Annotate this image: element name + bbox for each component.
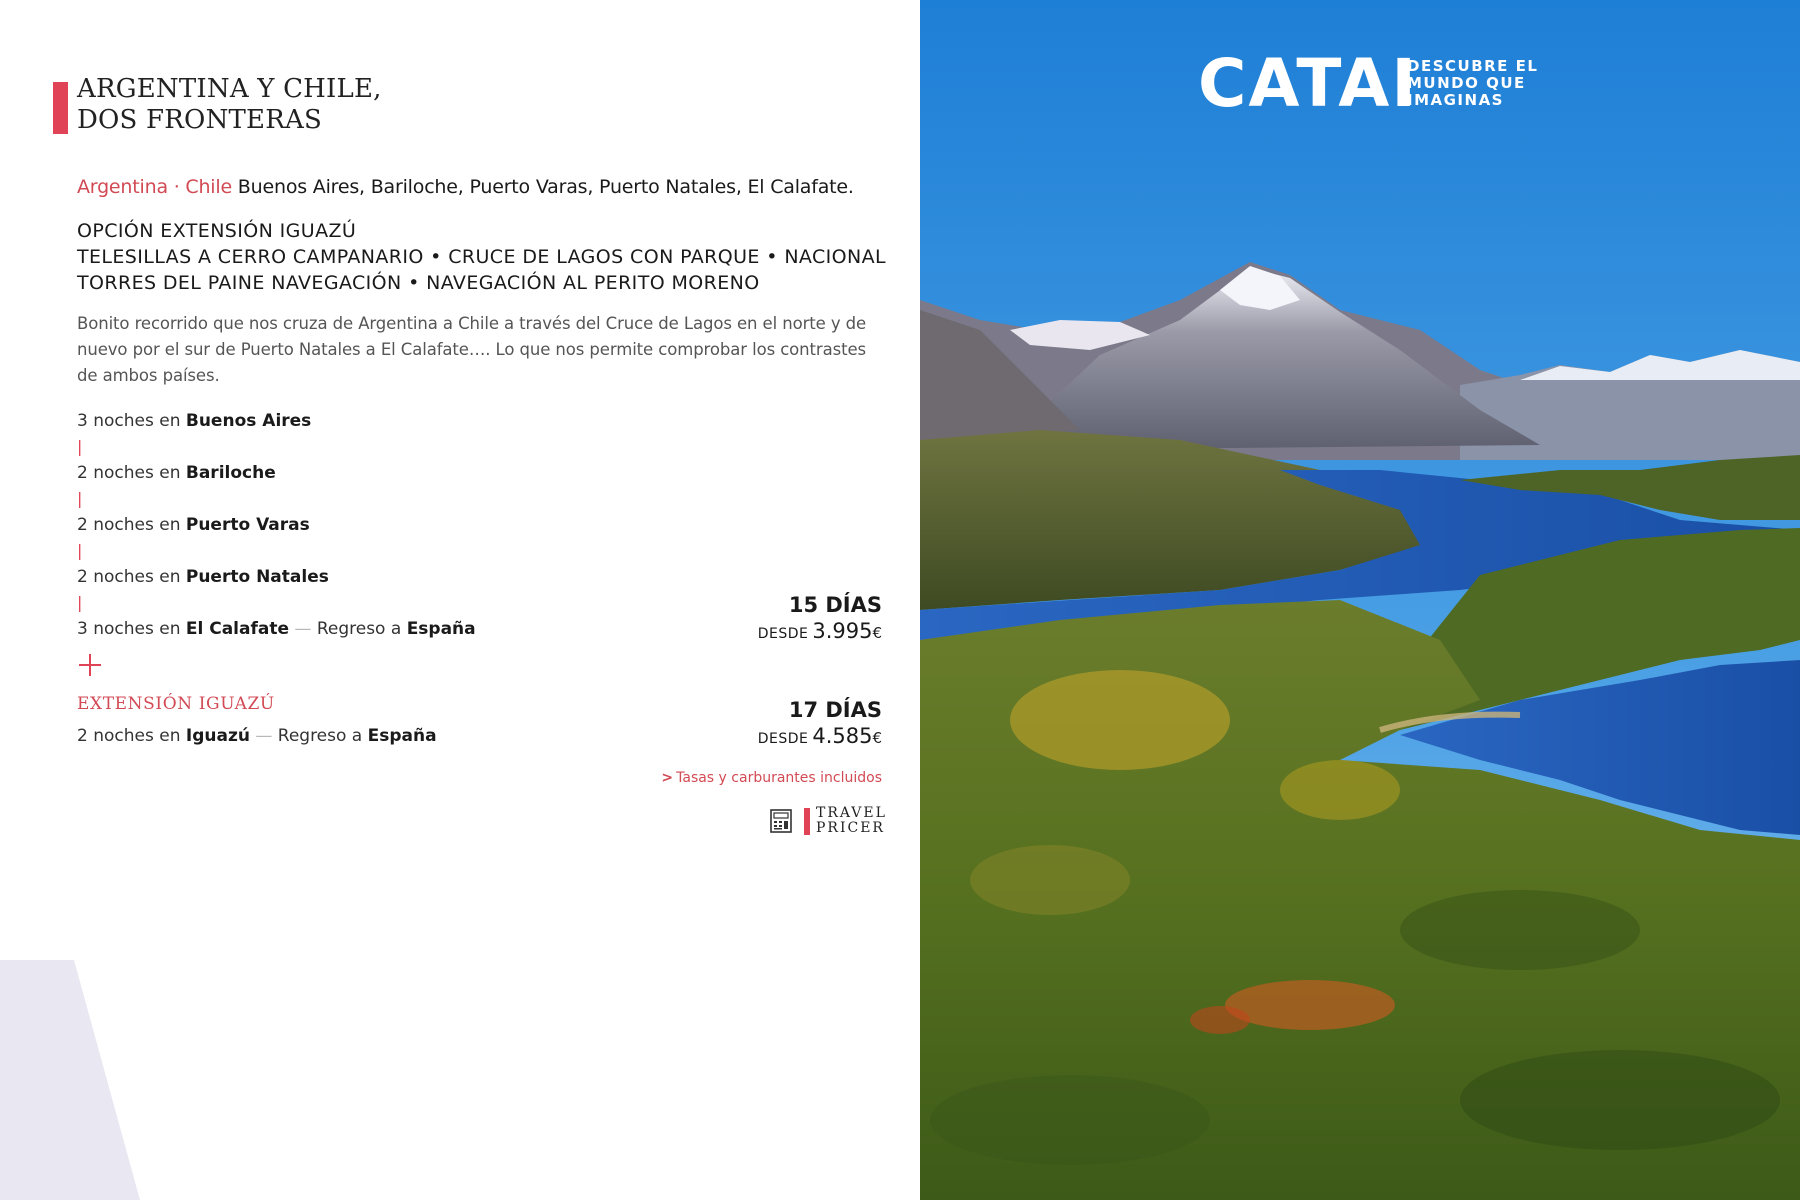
stop-place: Bariloche: [185, 463, 276, 483]
price-days: 15 DÍAS: [788, 593, 882, 617]
tour-title: [77, 74, 577, 136]
countries-label: Argentina · Chile: [77, 176, 232, 198]
price-from: [700, 723, 882, 752]
route-summary: [77, 176, 854, 198]
return-text: Regreso a: [316, 619, 407, 639]
cities-list: Buenos Aires, Bariloche, Puerto Varas, Puerto Natales, El Calafate.: [231, 176, 854, 198]
price-days: 17 DÍAS: [788, 698, 882, 722]
logo-wordmark: CATAI: [1198, 45, 1418, 122]
stop-place: Buenos Aires: [185, 411, 312, 431]
logo-tagline: [1407, 58, 1538, 109]
stop-nights: 3 noches en: [77, 619, 186, 639]
return-dash: —: [289, 619, 317, 639]
tour-title-line: DOS FRONTERAS: [77, 105, 323, 135]
stop-nights: 2 noches en: [77, 515, 186, 535]
itinerary-stop: [77, 460, 637, 486]
tagline-line: IMAGINAS: [1407, 91, 1504, 109]
stop-nights: 2 noches en: [77, 463, 186, 483]
price-currency: €: [872, 729, 882, 747]
itinerary-stop: [77, 564, 637, 590]
patagonia-landscape: [920, 0, 1800, 1200]
highlight-line: OPCIÓN EXTENSIÓN IGUAZÚ: [77, 220, 357, 242]
description-line: de ambos países.: [77, 366, 220, 385]
itinerary-stop: [77, 512, 637, 538]
stop-place: Puerto Varas: [185, 515, 310, 535]
stop-nights: 3 noches en: [77, 411, 186, 431]
itinerary-stop: [77, 408, 637, 434]
return-place: España: [367, 726, 437, 746]
return-text: Regreso a: [277, 726, 368, 746]
price-amount: 4.585: [812, 724, 873, 748]
tour-title-line: ARGENTINA Y CHILE,: [77, 74, 382, 104]
itinerary-separator: |: [77, 437, 83, 456]
travel-pricer-badge[interactable]: [768, 805, 887, 836]
landscape-photo: [920, 0, 1800, 1200]
pricer-line: TRAVEL: [816, 805, 887, 821]
price-from-label: DESDE: [757, 731, 809, 747]
price-from: [700, 618, 882, 647]
title-accent-bar: [53, 82, 68, 134]
tagline-line: DESCUBRE EL: [1407, 57, 1539, 75]
tour-highlights: [77, 218, 892, 296]
highlight-line: TELESILLAS A CERRO CAMPANARIO • CRUCE DE LAGOS CON PARQUE • NACIONAL: [77, 246, 887, 268]
price-currency: €: [872, 624, 882, 642]
calculator-icon: [770, 809, 792, 833]
price-amount: 3.995: [812, 619, 873, 643]
tour-description: [77, 311, 882, 389]
stop-place: Iguazú: [185, 726, 250, 746]
highlight-line: TORRES DEL PAINE NAVEGACIÓN • NAVEGACIÓN AL PERITO MORENO: [77, 272, 760, 294]
stop-place: Puerto Natales: [185, 567, 329, 587]
extension-stop: [77, 723, 437, 749]
chevron-right-icon: >: [661, 770, 674, 786]
tagline-line: MUNDO QUE: [1407, 74, 1526, 92]
pricer-line: PRICER: [816, 820, 885, 836]
return-place: España: [406, 619, 476, 639]
plus-icon: [77, 652, 103, 678]
itinerary-stop: [77, 616, 637, 642]
itinerary: [77, 408, 637, 642]
stop-nights: 2 noches en: [77, 567, 186, 587]
description-line: nuevo por el sur de Puerto Natales a El Calafate…. Lo que nos permite comprobar los contrastes: [77, 340, 867, 359]
stop-nights: 2 noches en: [77, 726, 186, 746]
stop-place: El Calafate: [185, 619, 290, 639]
taxes-link[interactable]: [600, 770, 882, 786]
price-block-17: [700, 697, 882, 752]
taxes-text: Tasas y carburantes incluidos: [676, 770, 882, 786]
extension-title: EXTENSIÓN IGUAZÚ: [77, 694, 275, 714]
description-line: Bonito recorrido que nos cruza de Argentina a Chile a través del Cruce de Lagos en el norte y de: [77, 314, 867, 333]
price-from-label: DESDE: [757, 626, 809, 642]
pricer-label: [816, 806, 887, 836]
price-block-15: [700, 592, 882, 647]
return-dash: —: [249, 726, 278, 746]
itinerary-separator: |: [77, 541, 83, 560]
itinerary-separator: |: [77, 593, 83, 612]
pricer-accent-bar: [804, 808, 810, 835]
itinerary-separator: |: [77, 489, 83, 508]
